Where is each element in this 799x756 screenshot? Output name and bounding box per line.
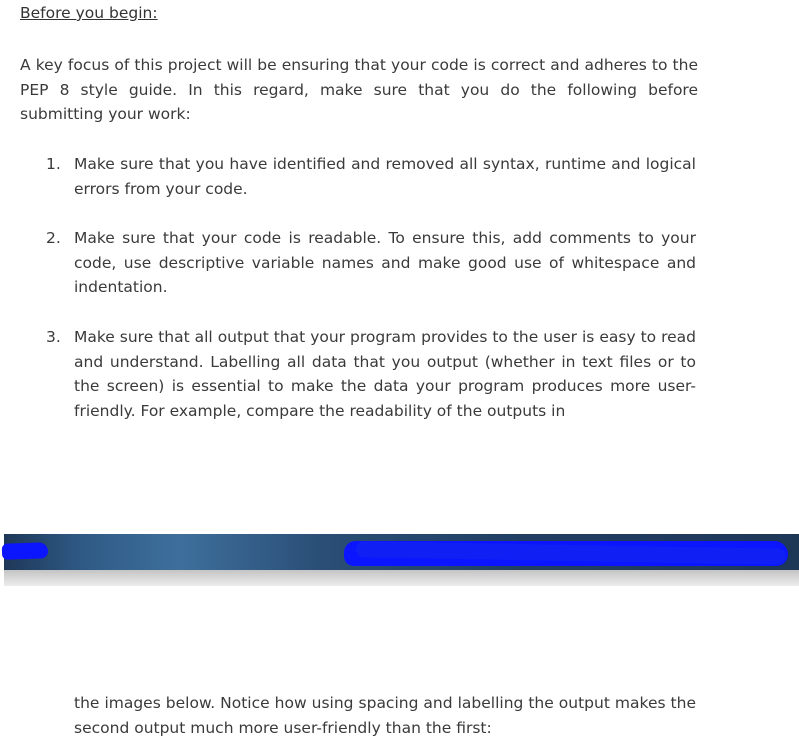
section-heading: Before you begin: xyxy=(20,4,158,22)
intro-paragraph: A key focus of this project will be ensuring that your code is correct and adheres to the PEP 8 style guide. In this regard, make sure that you do the following before submitting your work: xyxy=(20,56,698,123)
list-number: 2. xyxy=(46,229,61,247)
continuation-paragraph: the images below. Notice how using spacing and labelling the output makes the second output much more user-friendly than the first: xyxy=(74,694,696,737)
list-text: Make sure that your code is readable. To ensure this, add comments to your code, use descriptive variable names and make good use of whitespace and indentation. xyxy=(74,229,696,296)
list-number: 3. xyxy=(46,328,61,346)
list-number: 1. xyxy=(46,155,61,173)
list-text: Make sure that you have identified and removed all syntax, runtime and logical errors from your code. xyxy=(74,155,696,198)
page-break-shadow xyxy=(4,570,799,586)
redaction-mark-left xyxy=(2,542,49,560)
list-text: Make sure that all output that your program provides to the user is easy to read and understand. Labelling all data that you output (whether in text files or to the screen) is essential to make the data your program produces more user-friendly. For example, compare the readability of the outputs in xyxy=(74,328,696,420)
